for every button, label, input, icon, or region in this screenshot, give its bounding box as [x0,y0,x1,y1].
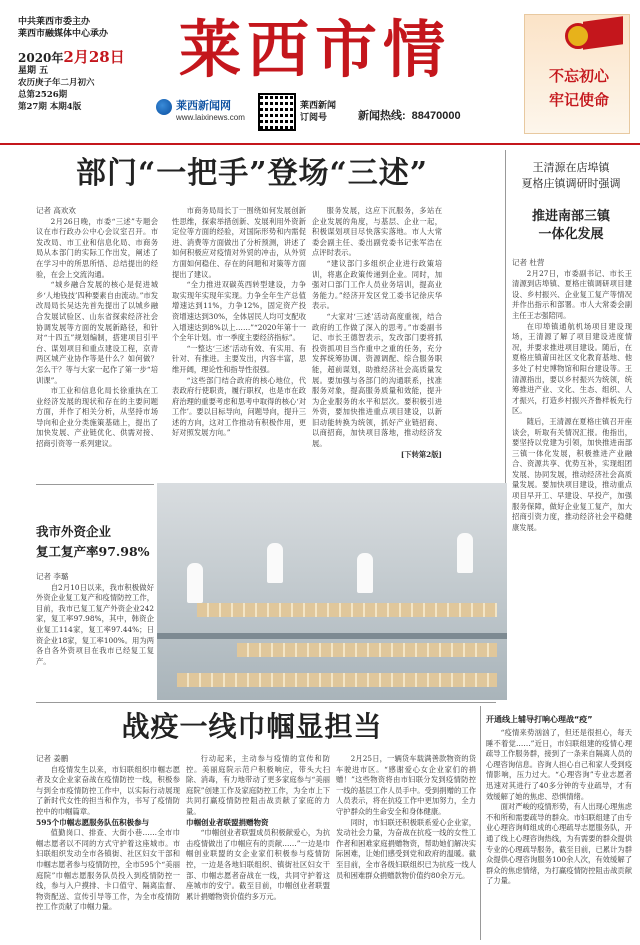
hotline-number: 88470000 [411,110,461,122]
motto-banner [524,14,630,134]
issue-total: 总第2526期 [18,90,68,100]
bottom-subhead: 巾帼创业者联盟捐赠物资 [186,817,269,827]
lead-byline: 记者 高欢欢 [36,206,76,215]
site-logo[interactable] [156,95,245,129]
right-bottom-headline: 开通线上辅导打响心理战“疫” [486,715,593,724]
foreign-body [36,572,154,694]
qr-label [300,99,336,123]
lead-column-3 [312,206,442,482]
sponsor-line-2: 莱西市融媒体中心承办 [18,29,109,39]
masthead-bar [146,93,486,131]
lead-para: “城乡融合发展的核心是促进城乡‘人地钱技’四种要素自由流动。”市发改局局长吴达先首先提出了以城乡融合发展试验区、山东省探索经济社会协调发展等方面的发展新路径，和针对“十四五”规划编制，搭建项目引平台、谋划项目和重点建设工程，京青两区城产业协作等是什么？如何做？怎么干？等与大家一起作了第一步“培训课”。 [36,280,158,385]
factory-production-photo [157,483,507,700]
bottom-column-1 [36,754,180,940]
right-bottom-body [486,728,632,940]
right-top-byline: 记者 杜营 [512,258,545,267]
bottom-para: “巾帼创业者联盟成员积极献爱心，为抗击疫情做出了巾帼应有的贡献……”一边是巾帼创业联盟的女企业家们积极参与疫情防控，一边是各地妇联组织、镇街社区妇女干部、巾帼志愿者奋战在一线，共同守护着这座城市的安宁。截至目前，巾帼创业者联盟累计捐赠物资价值约多万元。 [186,828,330,901]
foreign-headline [36,522,156,562]
foreign-headline-line-1: 我市外资企业 [36,524,112,539]
column-divider [480,706,481,940]
masthead [0,0,640,145]
right-bottom-para: 面对严峻的疫情形势，有人出现心理焦虑不和所和需要疏导的群众。市妇联组建了由专业心理咨询师组成的心理疏导志愿服务队，开通了线上心理咨询热线，为有需要的群众提供专业的心理疏导服务，截至目前，已累计为群众提供心理咨询服务100余人次，有效缓解了群众的焦虑情绪，为打赢疫情防控阻击战贡献了力量。 [486,802,632,886]
bottom-byline: 记者 姜鹏 [36,754,69,763]
lead-para: 市工业和信息化局长徐重执在工业经济发展的现状和存在的主要问题方面，并作了相关分析，从坚持市场导向和企业分类施策基础上，提出了加快发展、产业链优化、供需对接、招商引资等一系列建议。 [36,386,158,449]
qr-code-icon [258,93,296,131]
bottom-para: 值勤岗口、排查、大街小巷……全市巾帼志愿者以不同的方式守护着这座城市。市妇联组织发动全市各镇街、社区妇女干部和巾帼志愿者参与疫情防控，全市595个“美丽庭院”巾帼志愿服务队员投入到疫情防控一线，参与入户摸排、卡口值守、隔离监督、物资配送、宣传引导等工作，为全市疫情防控工作贡献了巾帼力量。 [36,828,180,912]
foreign-para: 自2月10日以来，我市积极做好外资企业复工复产和疫情防控工作，目前，我市已复工复产外资企业242家，复工率97.98%，其中，韩资企业复工114家，复工率97.44%；日资企业18家，复工率100%。用为两各自各外资项目在我市已经复工复产。 [36,582,154,666]
globe-icon [156,99,172,115]
lead-headline: 部门“一把手”登场“三述” [75,156,429,191]
lead-para: “大家对‘三述’活动高度重视，结合政府的工作做了深入的思考。”市委副书记、市长王德智表示，发改部门要将抓投资抓项目当作重中之重的任务，充分发挥统筹协调、资源调配、综合服务职能，超前谋划，助推经济社会高质量发展。要加强与各部门的沟通联系，找准服务对象，提高服务质量和效能，提升为企业服务的水平和层次。要积极引进外资，要加快推进重点项目建设，以新旧动能转换为统领，抓好产业链招商、以商招商，加快项目落地，推动经济发展。 [312,311,442,449]
foreign-byline: 记者 李璐 [36,572,69,581]
date-year: 2020年 [18,51,64,65]
qr-label-line-2: 订阅号 [300,112,328,122]
lead-column-1 [36,206,158,482]
issue-info: 第27期 本期4版 [18,102,82,112]
kicker-line-1: 王清源在店埠镇 [532,161,610,174]
bottom-para: 同时，市妇联还积极联系爱心企业家，发动社会力量，为奋战在抗疫一线的女性工作者和困难家庭捐赠物资，帮助她们解决实际困难，让她们感受到党和政府的温暖。截至目前，全市各级妇联组织已为抗疫一线人员和困难群众捐赠款物价值约80余万元。 [336,817,476,880]
lead-para: 服务发展，这应下沉服务，多站在企业发展的角度，与基层、企业一起，积极谋划项目尽快落实落地。市人大常委会副主任、委出副党委书记张军浩在点评时表示。 [312,206,442,258]
headline-line-2: 一体化发展 [538,227,604,242]
weekday: 星期 五 [18,66,49,76]
bottom-para: 2月25日，一辆货车载满善款物资的货车驶进市区。“感谢爱心女企业家们的捐赠！”这些物资将由市妇联分发到疫情防控一线的基层工作人员手中。受到捐赠的工作人员表示，将在抗疫工作中更加努力，全力守护群众的生命安全和身体健康。 [336,754,476,816]
bottom-headline: 战疫一线巾帼显担当 [121,710,383,743]
bottom-column-2 [186,754,330,940]
news-hotline [358,107,461,123]
right-bottom-para: “疫情来势汹汹了，但还是很担心，每天睡不着觉……”近日，市妇联组建的疫情心理疏导工作服务群，接到了一条来自隔离人员的心理咨询信息。咨询人担心自己和家人受到疫情影响，压力过大。“心理咨询”专业志愿者迅速对其进行了40多分钟的专业疏导，才有效缓解了她的焦虑、恐惧情绪。 [486,728,632,801]
bottom-subhead: 595个巾帼志愿服务队伍积极参与 [36,817,150,827]
section-divider [36,484,154,485]
qr-label-line-1: 莱西新闻 [300,100,337,110]
continued-note[interactable]: [下转第2版] [400,449,442,459]
hotline-label: 新闻热线: [358,110,406,122]
lead-para: 2月26日晚，市委“三述”专题会议在市行政办公中心会议室召开。市发改局、市工业和信息化局、市商务局从本部门的实际工作出发，阐述了在学习中的所思所悟、总结提出的经验，在会上交流沟通。 [36,216,158,279]
right-top-kicker [512,160,630,192]
date-day: 2月28日 [63,48,125,66]
site-url[interactable]: www.laixinews.com [176,113,245,122]
right-top-para: 在印埠镇通航机场项目建设现场，王清源了解了项目建设进度情况，并要求推进项目建设。随后，在夏格庄镇莆田社区文化教育基地、他多处了村史博物馆和阳台建设等。王清源指出，要以乡村振兴为统领，统筹推进产业、文化、生态、组织、人才振兴，打造乡村振兴齐鲁样板先行区。 [512,321,632,416]
lead-para: “建议部门多组织企业进行政策培训，将惠企政策传递到企业。同时，加强对口部门工作人员业务培训，提高业务能力。”经济开发区党工委书记徐庆华表示。 [312,258,442,311]
bottom-para: 行动起来，主动参与疫情的宣传和防控。美丽庭院示范户积极响应，带头大扫除、消毒，有力地带动了更多家庭参与“美丽庭院”创建工作及家庭防控工作，为全市上下共同打赢疫情防控阻击战贡献了家庭的力量。 [186,754,330,816]
bottom-para: 自疫情发生以来，市妇联组织巾帼志愿者及女企业家奋战在疫情防控一线，积极参与到全市疫情防控工作中，以实际行动展现了新时代女性的担当和作为，书写了疫情防控中的巾帼篇章。 [36,764,180,816]
headline-line-1: 推进南部三镇 [531,209,610,224]
lunar-date: 农历庚子年二月初六 [18,78,95,88]
right-top-body [512,258,632,700]
right-top-para: 2月27日，市委副书记、市长王清源到店埠镇、夏格庄镇调研项目建设、乡村振兴、企业复工复产等情况并作出指示和部署。市人大常委会副主任王志强陪同。 [512,268,632,320]
issue-date [18,50,136,65]
site-name: 莱西新闻网 [176,100,231,112]
lead-para: “这些部门结合政府的核心地位，代表政府行使职责，履行职权，也是市在政府治理的重要考虑和思考中取得的核心‘对工作’。要以目标导向，问题导向，提升三述的方向，这对工作推动有积极作用，更好对照发展方向。” [172,375,306,438]
right-top-para: 随后，王清源在夏格庄镇召开座谈会，听取有关情况汇报。他指出，要坚持以党建为引领，加快推进南部三镇一体化发展，积极推进产业融合、资源共享、优势互补，实现组团发展、协同发展，推动经济社会高质量发展。要加快项目建设，推动重点项目早开工、早建设、早投产，加强服务保障，做好企业复工复产，加大招商引资力度，推动经济社会平稳健康发展。 [512,416,632,532]
newspaper-title: 莱西市情 [178,13,451,86]
motto-line-1: 不忘初心 [548,67,609,85]
masthead-info [18,16,136,113]
right-top-headline [512,208,630,244]
motto-line-2: 牢记使命 [548,91,609,109]
lead-para: 市商务局局长丁一围绕如何发展创新性思维，探索举措创新、发展利用外资新定位等方面的经验，对国际形势和内需促进、消费等方面做出了分析预测，讲述了如何积极应对疫情对外贸的冲击，从外贸方面如何稳住、存在的问题和对策等方面提出了建议。 [172,206,306,279]
lead-para: “一整达‘三述’活动有效、有实用、有针对、有推进。主要发出，内容丰富，思维开阔，理论性和指导性很强。 [172,343,306,374]
sponsor-line-1: 中共莱西市委主办 [18,17,91,27]
bottom-column-3 [336,754,476,940]
party-emblem-icon [565,23,591,49]
kicker-line-2: 夏格庄镇调研时强调 [521,177,621,190]
foreign-headline-line-2: 复工复产率97.98% [36,544,150,559]
lead-column-2 [172,206,306,482]
lead-para: “全力推进双碳英西转型建设，力争取实现年实现年实现。力争全年生产总值增速达到11%，力争12%，固定资产投资增速达到30%，全体居民人均可支配收入增速达到8%以上……”“2020年第十一个全年计划。市一季度主要经济指标”。 [172,280,306,343]
